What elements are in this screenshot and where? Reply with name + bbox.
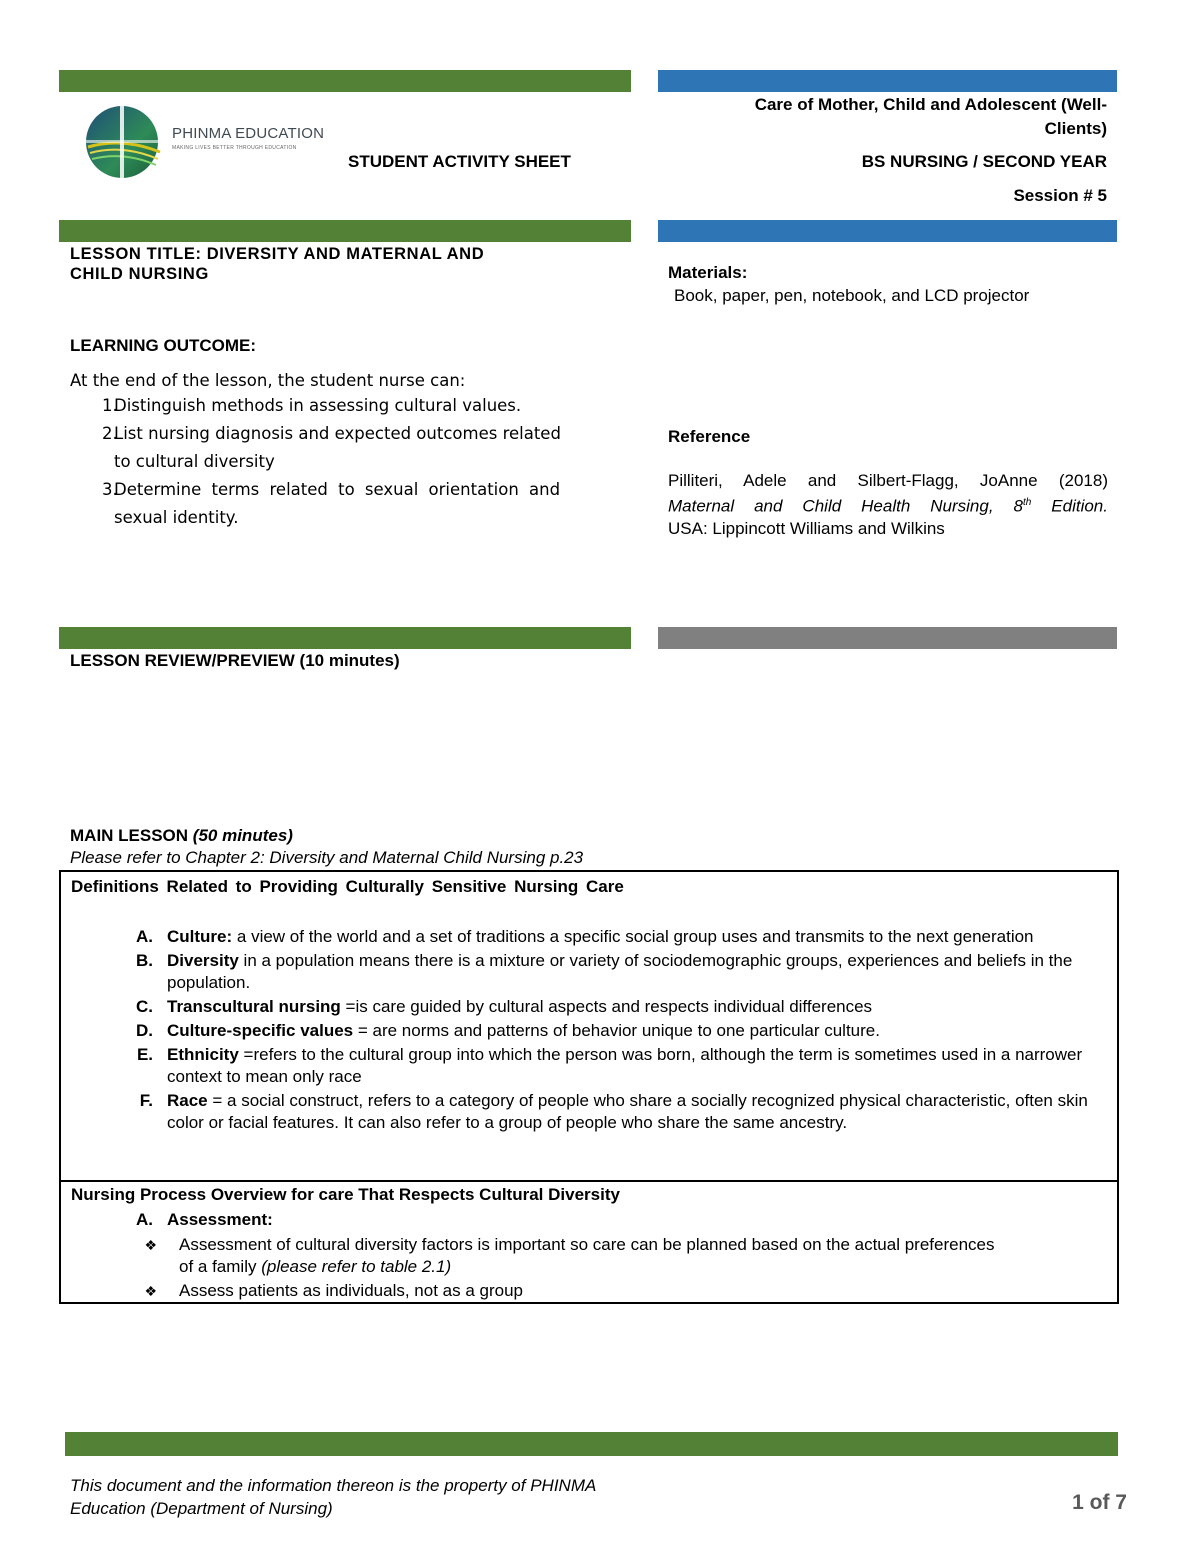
nursing-process-heading: Nursing Process Overview for care That Respects Cultural Diversity [71,1185,620,1204]
footer-bar [65,1432,1118,1456]
definition-item: D. Culture-specific values = are norms and patterns of behavior unique to one particular culture. [136,1021,880,1040]
bullet-item: ❖ Assessment of cultural diversity factors is important so care can be planned based on the actual preferences of a family (please refer to table 2.1) [61,1234,1061,1278]
outcome-item [72,392,620,420]
definition-item: F. Race = a social construct, refers to a category of people who share a socially recognized physical characteristic, often skin color or facial features. It can also refer to a group of people who share the same ancestry. [139,1091,1088,1132]
session-label: Session # 5 [1013,186,1107,205]
outcome-item [72,420,620,476]
review-heading: LESSON REVIEW/PREVIEW (10 minutes) [70,651,400,670]
sheet-label: STUDENT ACTIVITY SHEET [348,152,571,171]
reference-authors: Pilliteri, Adele and Silbert-Flagg, JoAnne (2018) [668,471,1108,490]
assessment-item: A. Assessment: [136,1210,273,1229]
diamond-bullet-icon: ❖ [144,1283,157,1299]
reference-book: Maternal and Child Health Nursing, 8th Edition. [668,496,1108,516]
outcome-number: 2. [102,424,118,443]
course-title [660,94,1107,140]
outcome-intro: At the end of the lesson, the student nurse can: [70,371,466,390]
materials-text: Book, paper, pen, notebook, and LCD projector [674,286,1030,305]
outcome-list [72,392,620,532]
phinma-logo-icon [82,97,162,187]
definition-item: C. Transcultural nursing =is care guided by cultural aspects and respects individual differences [136,997,873,1016]
review-bar-left [59,627,631,649]
header-bar-right [658,70,1117,92]
reference-text [668,470,1108,540]
lesson-table [59,870,1119,1304]
lesson-title-line1: LESSON TITLE: DIVERSITY AND MATERNAL AND [70,245,485,263]
phinma-logo [82,97,332,187]
course-title-line2: Clients) [1044,119,1107,138]
definitions-heading: Definitions Related to Providing Culturally Sensitive Nursing Care [71,877,624,896]
outcome-text: Distinguish methods in assessing cultural values. [114,396,522,415]
assessment-bullets [61,1234,1061,1302]
definition-item: B. Diversity in a population means there is a mixture or variety of sociodemographic groups, experiences and beliefs in the population. [136,951,1073,992]
program-label: BS NURSING / SECOND YEAR [861,152,1107,171]
table-divider [61,1180,1117,1182]
footer-notice: This document and the information thereon is the property of PHINMA Education (Department of Nursing) [70,1476,597,1518]
outcome-text: List nursing diagnosis and expected outcomes related to cultural diversity [114,424,561,471]
outcome-item [72,476,620,532]
bullet-item: ❖ Assess patients as individuals, not as a group [61,1280,1061,1302]
page-number: 1 of 7 [1072,1491,1127,1514]
definition-item: E. Ethnicity =refers to the cultural group into which the person was born, although the term is sometimes used in a narrower context to mean only race [136,1045,1083,1086]
learning-outcome-heading: LEARNING OUTCOME: [70,336,257,355]
lesson-title [70,244,484,284]
logo-name: PHINMA EDUCATION [172,125,325,142]
definitions-section [61,872,1117,1182]
definition-item: A. Culture: a view of the world and a set of traditions a specific social group uses and transmits to the next generation [136,927,1034,946]
course-title-line1: Care of Mother, Child and Adolescent (Well- [754,95,1107,114]
outcome-text: Determine terms related to sexual orientation and sexual identity. [114,480,561,527]
outcome-number: 3. [102,480,118,499]
main-lesson-instruction: Please refer to Chapter 2: Diversity and Maternal Child Nursing p.23 [70,848,584,867]
reference-publisher: USA: Lippincott Williams and Wilkins [668,518,945,538]
logo-tagline: MAKING LIVES BETTER THROUGH EDUCATION [172,145,297,151]
header-bar-left [59,70,631,92]
definitions-list [95,926,1095,1136]
diamond-bullet-icon: ❖ [144,1237,157,1253]
materials-heading: Materials: [668,263,748,282]
review-bar-right [658,627,1117,649]
outcome-number: 1. [102,396,118,415]
section-bar-right [658,220,1117,242]
main-lesson-heading: MAIN LESSON (50 minutes) [70,826,293,845]
section-bar-left [59,220,631,242]
reference-heading: Reference [668,427,751,446]
lesson-title-line2: CHILD NURSING [70,265,209,283]
